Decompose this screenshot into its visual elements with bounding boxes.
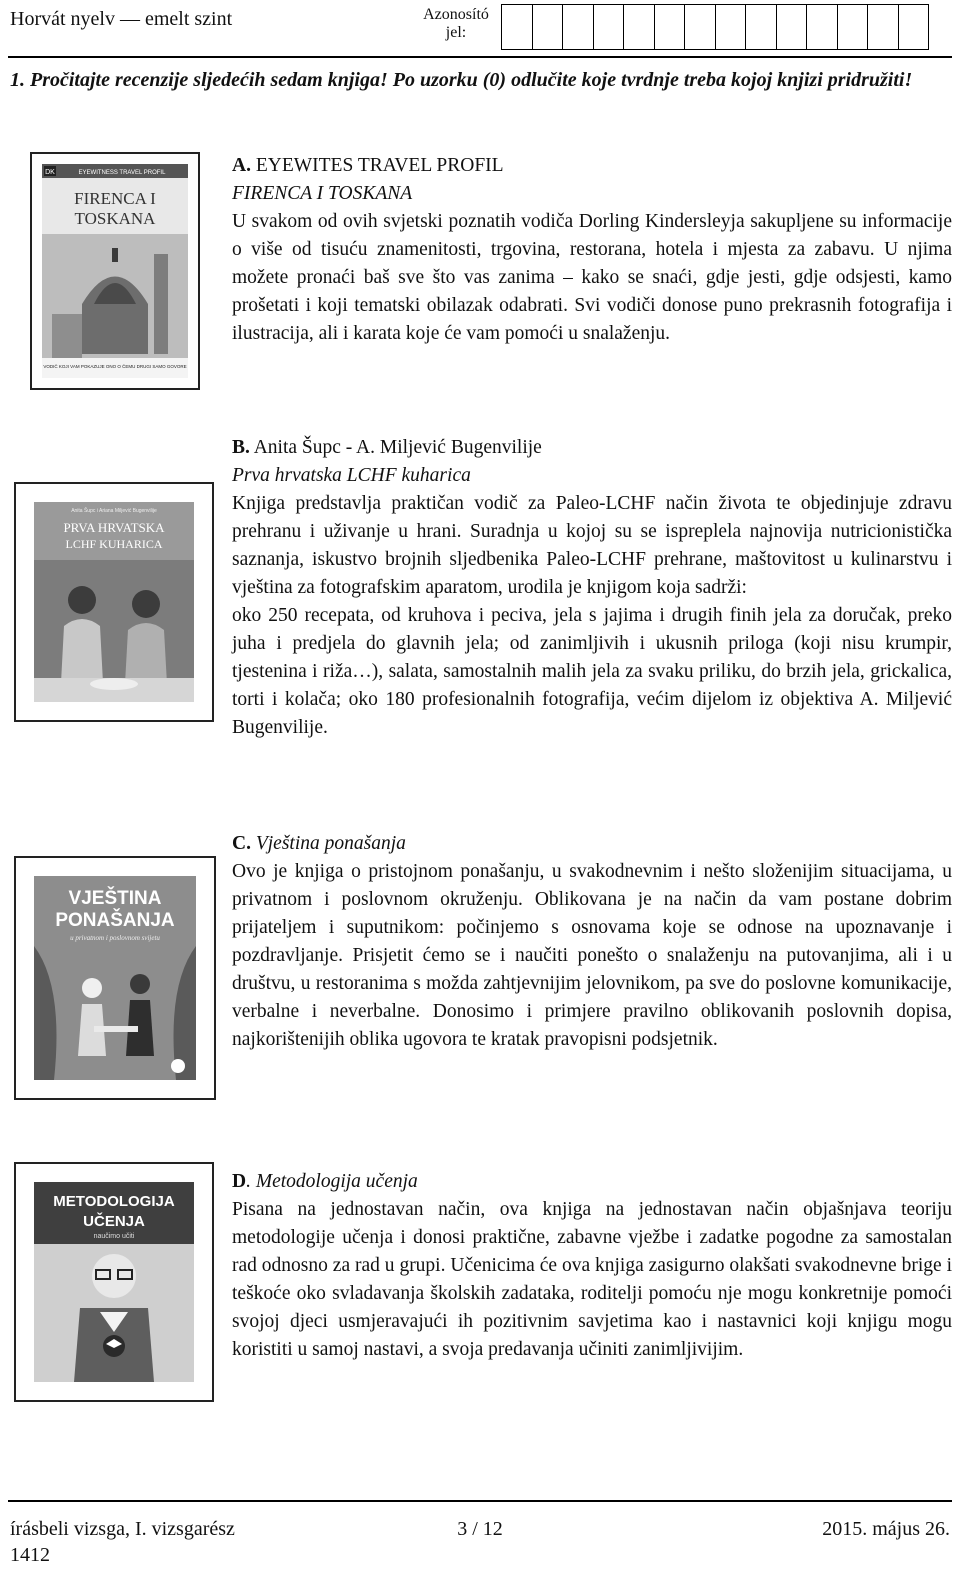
id-box[interactable] (806, 4, 838, 50)
book-d-letter: D (232, 1171, 247, 1192)
book-b-review (232, 434, 952, 742)
id-box[interactable] (654, 4, 686, 50)
book-a-body: U svakom od ovih svjetski poznatih vodiča Dorling Kindersleyja sakupljene su informacije o više od tisuću znamenitosti, trgovina, restorana, hotela i mjesta za zabavu. U njima možete pronaći baš sve što vas zanima – kako se snaći, gdje jesti, gdje odsjesti, kamo prošetati i koji tematski obilazak odabrati. Svi vodiči donose puno prekrasnih fotografija i ilustracija, ali i karata koje će vam pomoći u snalaženju. (232, 211, 952, 344)
footer-exam-part: írásbeli vizsga, I. vizsgarész (10, 1518, 235, 1540)
book-b-cover-title1: PRVA HRVATSKA (63, 520, 165, 535)
book-c-review (232, 830, 952, 1054)
book-b-cover-title2: LCHF KUHARICA (65, 537, 163, 551)
book-d-title: . Metodologija učenja (246, 1171, 418, 1192)
book-d-heading (232, 1168, 952, 1196)
id-box[interactable] (684, 4, 716, 50)
book-c-letter: C. (232, 833, 251, 854)
book-c-cover-title1: VJEŠTINA (68, 888, 162, 909)
book-d-tagline: naučimo učiti (93, 1233, 135, 1240)
book-b-title: Anita Šupc - A. Miljević Bugenvilije (249, 437, 542, 458)
book-b-letter: B. (232, 437, 250, 458)
book-a-review (232, 152, 952, 348)
book-a-band: EYEWITNESS TRAVEL PROFIL (78, 170, 166, 176)
header-subject: Horvát nyelv — emelt szint (10, 8, 233, 30)
book-a-brand: DK (45, 169, 55, 176)
book-d-cover-title1: METODOLOGIJA (53, 1193, 175, 1210)
id-box[interactable] (562, 4, 594, 50)
book-b-cover-image (34, 502, 194, 702)
book-b-subtitle: Prva hrvatska LCHF kuharica (232, 465, 471, 486)
id-box[interactable] (837, 4, 869, 50)
book-b-authors: Anita Šupc i Ariana Miljević Bugenvilije (71, 508, 157, 514)
book-a-cover-image (42, 164, 188, 378)
book-c-body: Ovo je knjiga o pristojnom ponašanju, u svakodnevnim i nešto složenijim situacijama, u privatnom i poslovnom okruženju. Oblikovana je na način da vam postane dobrim prijateljem i suputnikom: počinjemo s osnovama koje se odnose na upoznavanje i pozdravljanje. Prisjetit ćemo se i naučiti ponešto o snalaženju na putovanjima, ali i u društvu, u restoranima s možda zahtjevnijim jelovnikom, pa sve do poslovne komunikacije, verbalne i neverbalne. Donosimo i primjere pravilno oblikovanih poslovnih dopisa, najkorištenijih oblika ugovora te kratak pravopisni podsjetnik. (232, 861, 952, 1050)
book-b-body2: oko 250 recepata, od kruhova i peciva, jela s jajima i drugih finih jela za doručak, preko juha i predjela do glavnih jela; od zanimljivih i ukusnih priloga (koji nisu krumpir, tjestenina i riža…), salata, samostalnih malih jela za svaku priliku, do brzih jela, grickalica, torti i kolača; oko 180 profesionalnih fotografija, većim dijelom iz objektiva A. Miljević Bugenvilije. (232, 605, 952, 738)
footer-rule (8, 1500, 952, 1502)
book-d-cover (14, 1162, 214, 1402)
footer-code: 1412 (10, 1544, 50, 1566)
footer-page-number: 3 / 12 (457, 1518, 503, 1540)
id-box[interactable] (593, 4, 625, 50)
book-a-tagline: VODIČ KOJI VAM POKAZUJE ONO O ČEMU DRUGI SAMO GOVORE (43, 364, 187, 369)
id-box[interactable] (867, 4, 899, 50)
id-box[interactable] (532, 4, 564, 50)
book-a-cover-title2: TOSKANA (74, 209, 156, 228)
id-label (416, 6, 496, 42)
book-c-tagline: u privatnom i poslovnom svijetu (70, 934, 160, 942)
id-label-line1: Azonosító (423, 6, 489, 23)
id-box[interactable] (776, 4, 808, 50)
book-a-cover (30, 152, 200, 390)
book-c-title: Vještina ponašanja (250, 833, 406, 854)
book-c-cover-title2: PONAŠANJA (55, 910, 175, 931)
id-boxes (502, 4, 929, 50)
book-d-body: Pisana na jednostavan način, ova knjiga na jednostavan način objašnjava teoriju metodologije učenja i donosi praktične, zabavne vježbe i zadatke pogodne za samostalan rad odnosno za rad u grupi. Učenicima će ova knjiga zasigurno olakšati svakodnevne brige i teškoće oko svladavanja školskih zadataka, roditelji pomoću nje mogu konkretnije pomoći svojoj djeci usmjeravajući ih pozitivnim savjetima kao i nastavnici koji knjigu mogu koristiti u samoj nastavi, a svoja predavanja učiniti zanimljivijim. (232, 1199, 952, 1360)
book-b-heading (232, 434, 952, 462)
book-a-title: EYEWITES TRAVEL PROFIL (250, 155, 504, 176)
header-rule (8, 56, 952, 58)
footer-date: 2015. május 26. (822, 1518, 950, 1540)
id-box[interactable] (501, 4, 533, 50)
id-box[interactable] (623, 4, 655, 50)
id-box[interactable] (898, 4, 930, 50)
id-box[interactable] (715, 4, 747, 50)
book-a-heading (232, 152, 952, 180)
task-instruction: 1. Pročitajte recenzije sljedećih sedam knjiga! Po uzorku (0) odlučite koje tvrdnje treba kojoj knjizi pridružiti! (10, 69, 913, 91)
book-d-cover-title2: UČENJA (83, 1213, 145, 1230)
book-a-subtitle: FIRENCA I TOSKANA (232, 183, 413, 204)
book-a-letter: A. (232, 155, 251, 176)
book-b-cover (14, 482, 214, 722)
book-b-body1: Knjiga predstavlja praktičan vodič za Paleo-LCHF način života te objedinjuje zdravu prehranu i uživanje u hrani. Suradnja u kojoj su se ispreplela najnovija nutricionistička saznanja, iskustvo brojnih sljedbenika Paleo-LCHF prehrane, maštovitost u kulinarstvu i vještina za fotografskim aparatom, urodila je knjigom koja sadrži: (232, 493, 952, 598)
book-c-cover (14, 856, 216, 1100)
book-c-cover-image (34, 876, 196, 1080)
book-c-heading (232, 830, 952, 858)
book-d-review (232, 1168, 952, 1364)
book-a-cover-title1: FIRENCA I (74, 189, 156, 208)
id-box[interactable] (745, 4, 777, 50)
id-label-line2: jel: (445, 24, 467, 41)
book-d-cover-image (34, 1182, 194, 1382)
